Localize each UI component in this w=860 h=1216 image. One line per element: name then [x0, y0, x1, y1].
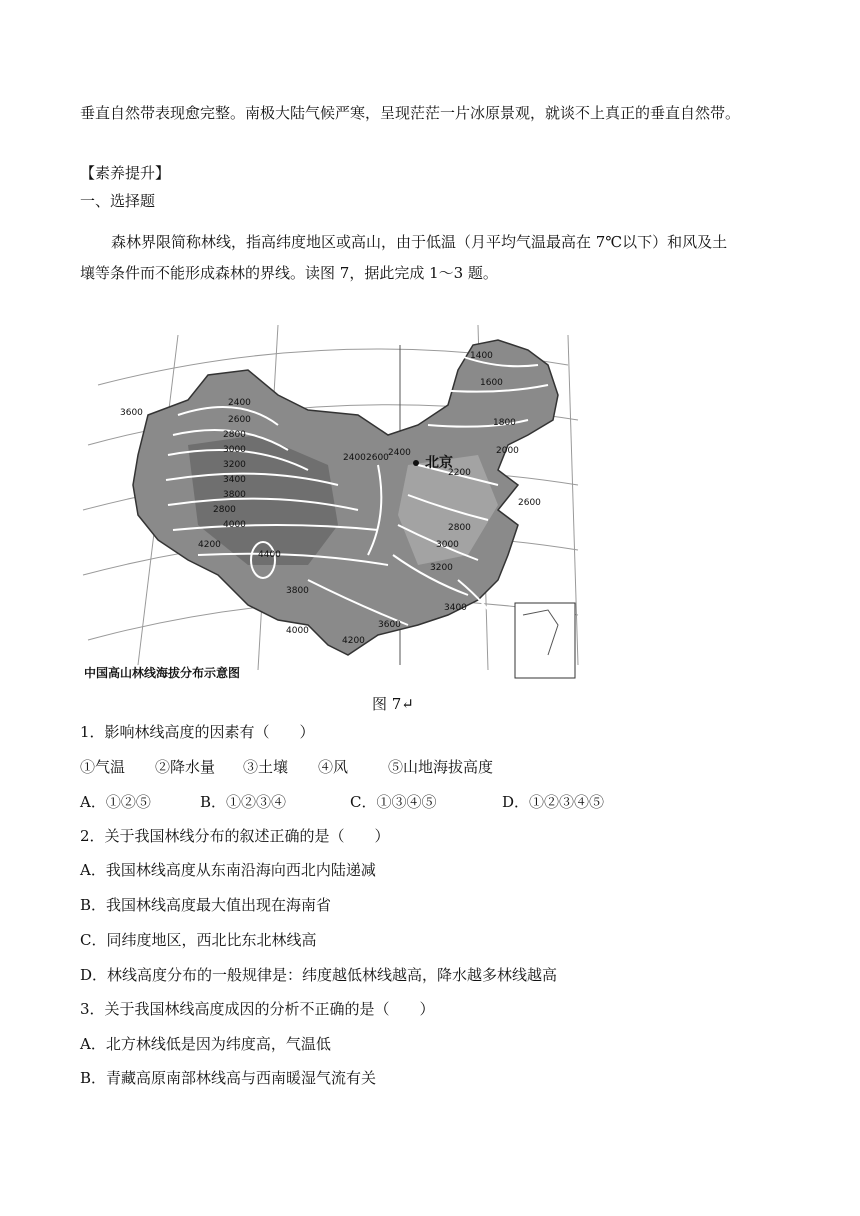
- section-subheader: 一、选择题: [80, 192, 156, 210]
- passage-line-2: 壤等条件而不能形成森林的界线。读图 7，据此完成 1～3 题。: [80, 264, 498, 282]
- contour-label: 4000: [223, 520, 246, 530]
- beijing-label: 北京: [425, 455, 453, 471]
- option-a: A．①②⑤: [80, 793, 151, 811]
- contour-label: 4400: [258, 550, 281, 560]
- contour-label: 3200: [430, 563, 453, 573]
- contour-label: 2800: [223, 430, 246, 440]
- contour-label: 1600: [480, 378, 503, 388]
- contour-label: 2000: [496, 446, 519, 456]
- question-1-stem: 1．影响林线高度的因素有（ ）: [80, 723, 315, 741]
- question-1-factors: [80, 757, 493, 777]
- option-b: B．①②③④: [200, 793, 287, 811]
- contour-label: 4000: [286, 626, 309, 636]
- china-treeline-map: [78, 325, 582, 683]
- question-3-stem: 3．关于我国林线高度成因的分析不正确的是（ ）: [80, 1000, 435, 1018]
- contour-label: 3200: [223, 460, 246, 470]
- question-3-option-a: A．北方林线低是因为纬度高，气温低: [80, 1035, 331, 1053]
- contour-label: 2800: [213, 505, 236, 515]
- question-2-option-b: B．我国林线高度最大值出现在海南省: [80, 896, 332, 914]
- contour-label: 4200: [198, 540, 221, 550]
- contour-label: 3600: [378, 620, 401, 630]
- contour-label: 3400: [444, 603, 467, 613]
- factor-item: ④风: [318, 758, 349, 776]
- contour-label: 2200: [448, 468, 471, 478]
- factor-item: ③土壤: [243, 758, 289, 776]
- contour-label: 2600: [228, 415, 251, 425]
- contour-label: 3000: [436, 540, 459, 550]
- factor-item: ②降水量: [155, 758, 216, 776]
- figure-caption: 图 7↵: [372, 695, 414, 713]
- option-c: C．①③④⑤: [350, 793, 437, 811]
- question-2-option-a: A．我国林线高度从东南沿海向西北内陆递减: [80, 861, 376, 879]
- contour-label: 3000: [223, 445, 246, 455]
- contour-label: 4200: [342, 636, 365, 646]
- question-2-option-c: C．同纬度地区，西北比东北林线高: [80, 931, 317, 949]
- question-1-options: [80, 792, 604, 812]
- contour-label: 2600: [518, 498, 541, 508]
- factor-item: ①气温: [80, 758, 126, 776]
- contour-label: 2400: [388, 448, 411, 458]
- contour-label: 1400: [470, 351, 493, 361]
- contour-label: 3800: [223, 490, 246, 500]
- contour-label: 2400: [343, 453, 366, 463]
- map-title: 中国高山林线海拔分布示意图: [84, 666, 241, 680]
- contour-label: 3600: [120, 408, 143, 418]
- factor-item: ⑤山地海拔高度: [388, 758, 494, 776]
- contour-label: 2400: [228, 398, 251, 408]
- section-header: 【素养提升】: [80, 164, 171, 182]
- question-2-stem: 2．关于我国林线分布的叙述正确的是（ ）: [80, 827, 390, 845]
- south-sea-inset: [515, 603, 575, 678]
- contour-label: 2600: [366, 453, 389, 463]
- question-2-option-d: D．林线高度分布的一般规律是：纬度越低林线越高，降水越多林线越高: [80, 966, 558, 984]
- contour-label: 3800: [286, 586, 309, 596]
- question-3-option-b: B．青藏高原南部林线高与西南暖湿气流有关: [80, 1069, 377, 1087]
- contour-label: 3400: [223, 475, 246, 485]
- passage-line-1: 森林界限简称林线，指高纬度地区或高山，由于低温（月平均气温最高在 7℃以下）和风及土: [111, 233, 728, 251]
- beijing-marker: [413, 460, 419, 466]
- treeline-map-figure: [78, 325, 582, 683]
- option-d: D．①②③④⑤: [502, 793, 605, 811]
- contour-label: 2800: [448, 523, 471, 533]
- contour-label: 1800: [493, 418, 516, 428]
- intro-text: 垂直自然带表现愈完整。南极大陆气候严寒，呈现茫茫一片冰原景观，就谈不上真正的垂直自然带。: [80, 104, 741, 122]
